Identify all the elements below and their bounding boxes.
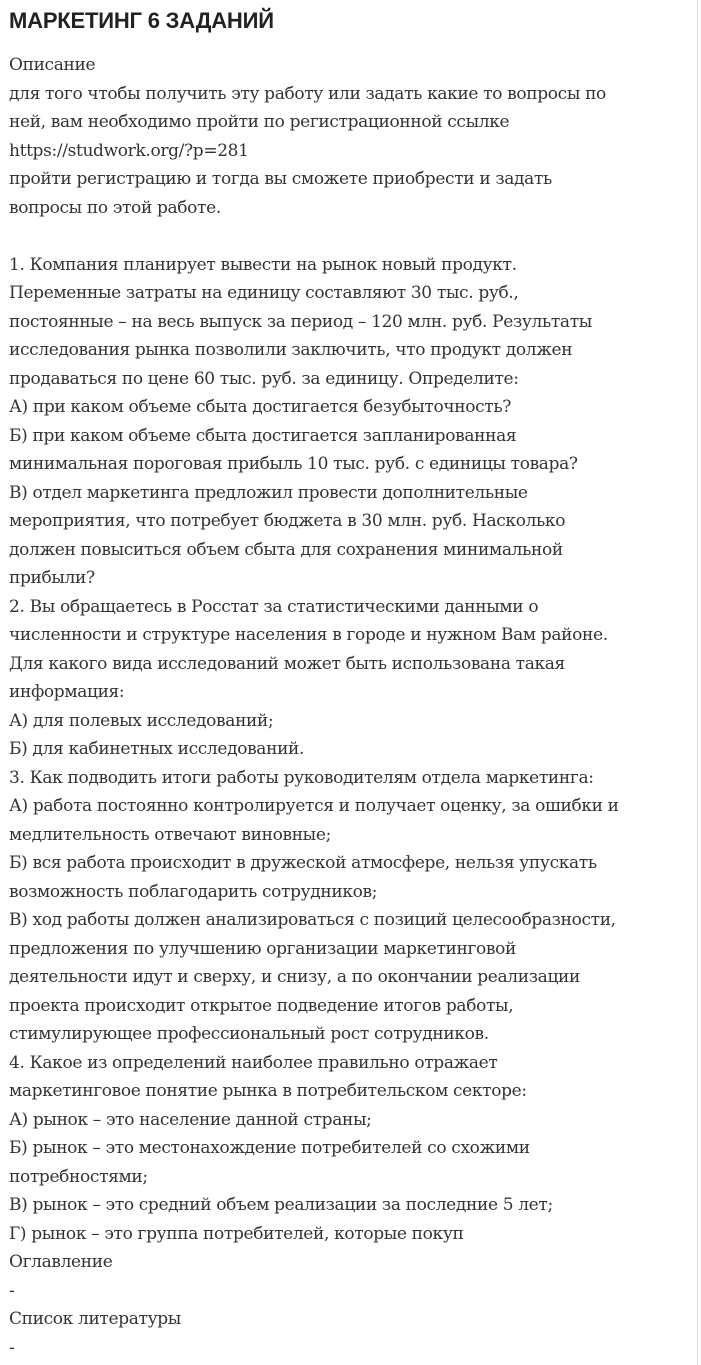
task-line: должен повыситься объем сбыта для сохранения минимальной xyxy=(9,539,563,560)
task-line: Б) рынок – это местонахождение потребителей со схожими xyxy=(9,1138,530,1158)
task-line: стимулирующее профессиональный рост сотрудников. xyxy=(9,1024,489,1044)
task-line: исследования рынка позволили заключить, что продукт должен xyxy=(9,340,573,360)
task-line: численности и структуре населения в городе и нужном Вам районе. xyxy=(9,625,608,645)
task-line: А) рынок – это население данной страны; xyxy=(9,1109,372,1130)
task-line: А) при каком объеме сбыта достигается безубыточность? xyxy=(9,397,512,417)
task-line: 2. Вы обращаетесь в Росстат за статистическими данными о xyxy=(9,596,539,617)
task-line: Переменные затраты на единицу составляют 30 тыс. руб., xyxy=(9,283,519,303)
intro-block xyxy=(9,80,697,223)
page-title: МАРКЕТИНГ 6 ЗАДАНИЙ xyxy=(9,8,274,33)
description-heading: Описание xyxy=(9,55,96,75)
task-line: предложения по улучшению организации маркетинговой xyxy=(9,938,517,959)
intro-line: вопросы по этой работе. xyxy=(9,197,221,218)
task-line: медлительность отвечают виновные; xyxy=(9,824,331,845)
task-line: потребностями; xyxy=(9,1166,148,1187)
toc-heading: Оглавление xyxy=(9,1252,113,1272)
task-line: мероприятия, что потребует бюджета в 30 млн. руб. Насколько xyxy=(9,511,566,531)
task-line: деятельности идут и сверху, и снизу, а по окончании реализации xyxy=(9,967,580,987)
blank-line xyxy=(9,222,697,251)
task-line: 1. Компания планирует вывести на рынок новый продукт. xyxy=(9,254,517,275)
task-line: Г) рынок – это группа потребителей, которые покуп xyxy=(9,1223,464,1244)
task-line: прибыли? xyxy=(9,568,95,588)
task-line: 4. Какое из определений наиболее правильно отражает xyxy=(9,1052,498,1073)
task-line: продаваться по цене 60 тыс. руб. за единицу. Определите: xyxy=(9,368,519,389)
registration-link[interactable]: https://studwork.org/?p=281 xyxy=(9,140,249,161)
tasks-block xyxy=(9,251,697,1249)
references-value: - xyxy=(9,1337,15,1358)
task-line: А) для полевых исследований; xyxy=(9,710,274,731)
toc-value: - xyxy=(9,1280,15,1301)
task-line: Б) при каком объеме сбыта достигается запланированная xyxy=(9,425,517,446)
task-line: возможность поблагодарить сотрудников; xyxy=(9,881,378,902)
task-line: Для какого вида исследований может быть использована такая xyxy=(9,653,565,674)
intro-line: ней, вам необходимо пройти по регистрационной ссылке xyxy=(9,112,510,132)
intro-line: пройти регистрацию и тогда вы сможете приобрести и задать xyxy=(9,169,552,189)
intro-line: для того чтобы получить эту работу или задать какие то вопросы по xyxy=(9,83,606,104)
references-heading: Список литературы xyxy=(9,1309,181,1329)
task-line: Б) вся работа происходит в дружеской атмосфере, нельзя упускать xyxy=(9,853,597,873)
task-line: Б) для кабинетных исследований. xyxy=(9,739,305,759)
task-line: 3. Как подводить итоги работы руководителям отдела маркетинга: xyxy=(9,767,594,788)
document-body xyxy=(9,51,697,1362)
task-line: В) рынок – это средний объем реализации за последние 5 лет; xyxy=(9,1195,553,1215)
task-line: минимальная пороговая прибыль 10 тыс. руб. с единицы товара? xyxy=(9,454,578,474)
task-line: информация: xyxy=(9,682,125,702)
task-line: проекта происходит открытое подведение итогов работы, xyxy=(9,995,514,1016)
task-line: А) работа постоянно контролируется и получает оценку, за ошибки и xyxy=(9,796,619,816)
task-line: В) ход работы должен анализироваться с позиций целесообразности, xyxy=(9,910,616,930)
task-line: В) отдел маркетинга предложил провести дополнительные xyxy=(9,482,528,503)
task-line: постоянные – на весь выпуск за период – 120 млн. руб. Результаты xyxy=(9,311,592,332)
task-line: маркетинговое понятие рынка в потребительском секторе: xyxy=(9,1081,527,1101)
